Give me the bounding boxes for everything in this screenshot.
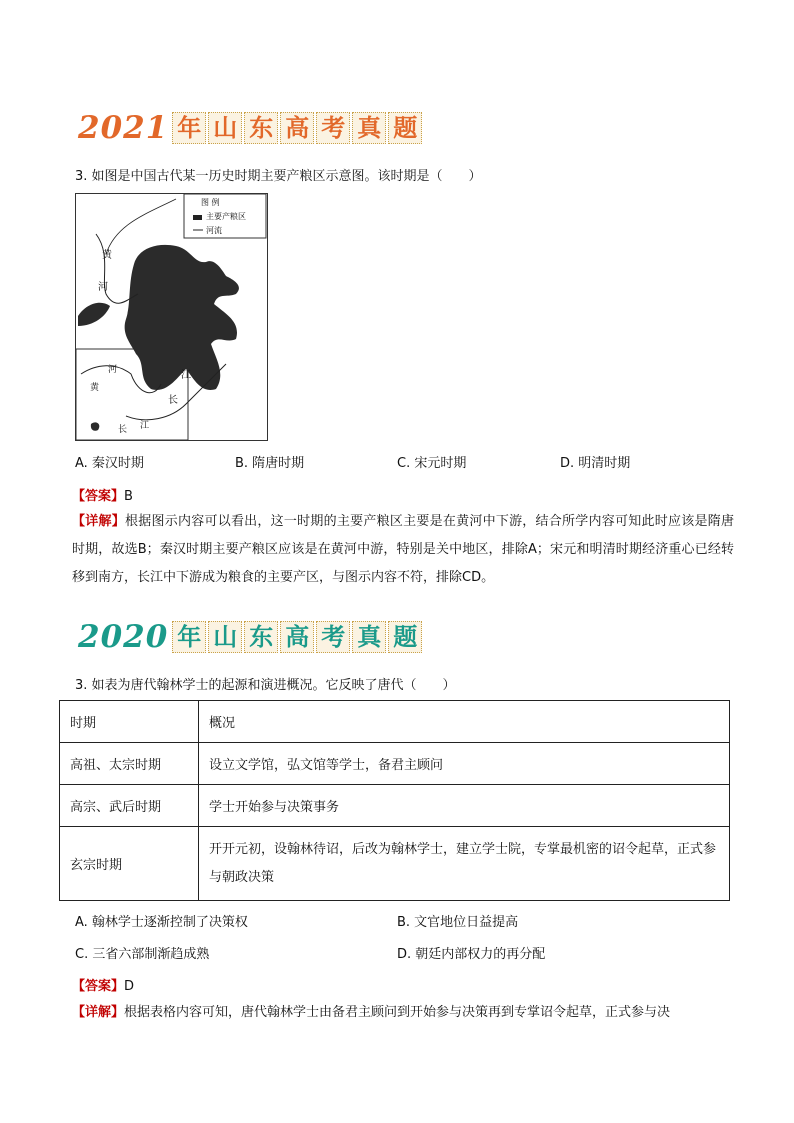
legend-grain: 主要产粮区	[206, 212, 246, 221]
banner-char: 真	[352, 621, 386, 653]
detail-label: 【详解】	[72, 514, 125, 529]
hanlin-table	[59, 700, 730, 901]
map-label: 河	[108, 365, 118, 375]
option-a: A. 秦汉时期	[75, 456, 144, 471]
banner-char: 山	[208, 112, 242, 144]
legend-river: 河流	[206, 226, 222, 235]
map-label: 黄	[90, 383, 100, 393]
banner-char: 东	[244, 112, 278, 144]
option-b: B. 隋唐时期	[235, 456, 305, 471]
banner-year: 2020	[78, 619, 169, 655]
detail-text: 根据图示内容可以看出，这一时期的主要产粮区主要是在黄河中下游，结合所学内容可知此时应该是隋唐时期，故选B；秦汉时期主要产粮区应该是在黄河中游，特别是关中地区，排除A；宋元和明清时期经济重心已经转移到南方，长江中下游成为粮食的主要产区，与图示内容不符，排除CD。	[72, 514, 734, 585]
banner-char: 年	[172, 112, 206, 144]
banner-char: 真	[352, 112, 386, 144]
banner-char: 题	[388, 621, 422, 653]
table-row	[60, 785, 730, 827]
table-header-cell: 时期	[60, 701, 199, 743]
map-label: 河	[98, 282, 108, 293]
answer-label: 【答案】	[72, 979, 125, 994]
map-label: 长	[168, 395, 178, 406]
detail-paragraph	[72, 999, 734, 1027]
grain-region-map	[75, 193, 268, 441]
answer-value: D	[124, 979, 135, 994]
table-cell: 高宗、武后时期	[60, 785, 199, 827]
map-label: 黄	[102, 250, 112, 261]
detail-label: 【详解】	[72, 1005, 125, 1020]
table-row	[60, 743, 730, 785]
answer-label: 【答案】	[72, 489, 125, 504]
table-row	[60, 827, 730, 901]
table-cell: 高祖、太宗时期	[60, 743, 199, 785]
banner-char: 山	[208, 621, 242, 653]
answer-line	[72, 485, 133, 504]
banner-char: 高	[280, 621, 314, 653]
table-header-cell: 概况	[199, 701, 730, 743]
answer-line	[72, 975, 134, 994]
banner-char: 高	[280, 112, 314, 144]
banner-char: 东	[244, 621, 278, 653]
banner-2020	[78, 620, 424, 654]
map-label: 江	[140, 421, 150, 431]
banner-char: 考	[316, 621, 350, 653]
option-d: D. 明清时期	[560, 456, 631, 471]
banner-2021	[78, 111, 424, 145]
option-a: A. 翰林学士逐渐控制了决策权	[75, 915, 248, 930]
option-b: B. 文官地位日益提高	[397, 915, 519, 930]
option-c: C. 三省六部制渐趋成熟	[75, 947, 210, 962]
table-cell: 学士开始参与决策事务	[199, 785, 730, 827]
table-cell: 开开元初，设翰林待诏，后改为翰林学士，建立学士院，专掌最机密的诏令起草，正式参与朝政决策	[199, 827, 730, 901]
option-c: C. 宋元时期	[397, 456, 467, 471]
detail-text: 根据表格内容可知，唐代翰林学士由备君主顾问到开始参与决策再到专掌诏令起草，正式参与决	[124, 1005, 671, 1020]
question-text: 3. 如图是中国古代某一历史时期主要产粮区示意图。该时期是（ ）	[75, 169, 482, 184]
table-header-row	[60, 701, 730, 743]
table-cell: 玄宗时期	[60, 827, 199, 901]
option-d: D. 朝廷内部权力的再分配	[397, 947, 546, 962]
legend-title: 图 例	[201, 198, 220, 207]
answer-value: B	[124, 489, 133, 504]
banner-char: 考	[316, 112, 350, 144]
banner-year: 2021	[78, 110, 169, 146]
banner-char: 年	[172, 621, 206, 653]
map-label: 长	[118, 425, 128, 435]
map-label: 江	[181, 370, 191, 381]
detail-paragraph	[72, 508, 734, 592]
question-text: 3. 如表为唐代翰林学士的起源和演进概况。它反映了唐代（ ）	[75, 678, 456, 693]
table-cell: 设立文学馆，弘文馆等学士，备君主顾问	[199, 743, 730, 785]
banner-char: 题	[388, 112, 422, 144]
